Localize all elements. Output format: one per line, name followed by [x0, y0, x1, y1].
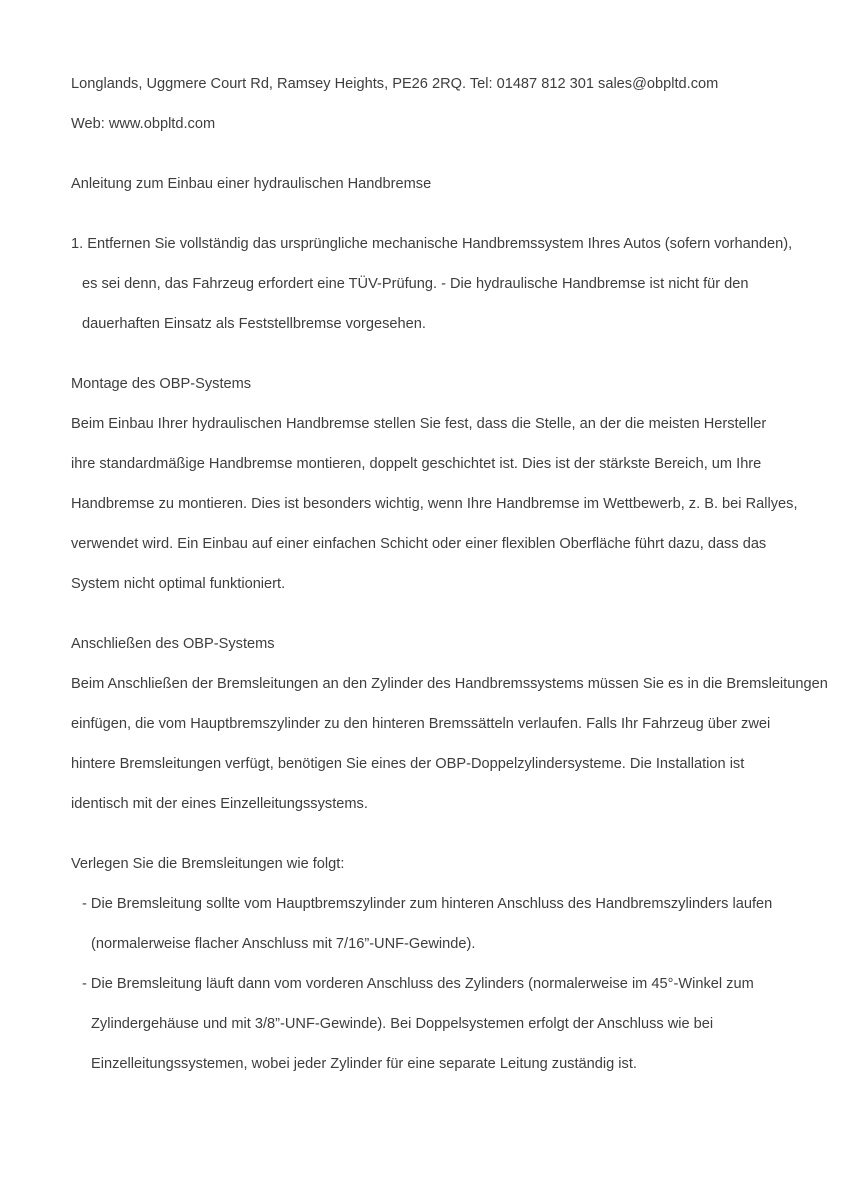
routing-intro: Verlegen Sie die Bremsleitungen wie folgt: — [71, 856, 345, 872]
document-title: Anleitung zum Einbau einer hydraulischen Handbremse — [71, 176, 432, 192]
address-line: Longlands, Uggmere Court Rd, Ramsey Heights, PE26 2RQ. Tel: 01487 812 301 sales@obpltd.com — [71, 76, 719, 92]
title-block — [71, 164, 848, 204]
routing-bullet-1-line-2: (normalerweise flacher Anschluss mit 7/16”-UNF-Gewinde). — [91, 936, 476, 952]
connecting-section — [71, 624, 848, 824]
connecting-line-4: identisch mit der eines Einzelleitungssystems. — [71, 796, 368, 812]
contact-header-block — [71, 64, 848, 144]
connecting-line-1: Beim Anschließen der Bremsleitungen an den Zylinder des Handbremssystems müssen Sie es in die Bremsleitungen — [71, 676, 828, 692]
mounting-line-3: Handbremse zu montieren. Dies ist besonders wichtig, wenn Ihre Handbremse im Wettbewerb, z. B. bei Rallyes, — [71, 496, 798, 512]
mounting-line-5: System nicht optimal funktioniert. — [71, 576, 286, 592]
routing-section — [71, 844, 848, 1084]
routing-bullet-2-line-3: Einzelleitungssystemen, wobei jeder Zylinder für eine separate Leitung zuständig ist. — [91, 1056, 637, 1072]
connecting-heading: Anschließen des OBP-Systems — [71, 636, 275, 652]
mounting-heading: Montage des OBP-Systems — [71, 376, 252, 392]
step-1-line-1: 1. Entfernen Sie vollständig das ursprüngliche mechanische Handbremssystem Ihres Autos (sofern vorhanden), — [71, 236, 793, 252]
mounting-section — [71, 364, 848, 604]
routing-bullet-2-line-1: - Die Bremsleitung läuft dann vom vorderen Anschluss des Zylinders (normalerweise im 45°-Winkel zum — [82, 976, 754, 992]
step-1-line-2: es sei denn, das Fahrzeug erfordert eine TÜV-Prüfung. - Die hydraulische Handbremse ist nicht für den — [82, 276, 749, 292]
connecting-line-2: einfügen, die vom Hauptbremszylinder zu den hinteren Bremssätteln verlaufen. Falls Ihr Fahrzeug über zwei — [71, 716, 771, 732]
connecting-line-3: hintere Bremsleitungen verfügt, benötigen Sie eines der OBP-Doppelzylindersysteme. Die Installation ist — [71, 756, 745, 772]
step-1-block — [71, 224, 848, 344]
mounting-line-1: Beim Einbau Ihrer hydraulischen Handbremse stellen Sie fest, dass die Stelle, an der die meisten Hersteller — [71, 416, 767, 432]
routing-bullet-2-line-2: Zylindergehäuse und mit 3/8”-UNF-Gewinde). Bei Doppelsystemen erfolgt der Anschluss wie bei — [91, 1016, 714, 1032]
routing-bullet-1-line-1: - Die Bremsleitung sollte vom Hauptbremszylinder zum hinteren Anschluss des Handbremszylinders laufen — [82, 896, 773, 912]
step-1-line-3: dauerhaften Einsatz als Feststellbremse vorgesehen. — [82, 316, 426, 332]
website-line: Web: www.obpltd.com — [71, 116, 216, 132]
mounting-line-2: ihre standardmäßige Handbremse montieren, doppelt geschichtet ist. Dies ist der stärkste Bereich, um Ihre — [71, 456, 762, 472]
mounting-line-4: verwendet wird. Ein Einbau auf einer einfachen Schicht oder einer flexiblen Oberfläche führt dazu, dass das — [71, 536, 767, 552]
